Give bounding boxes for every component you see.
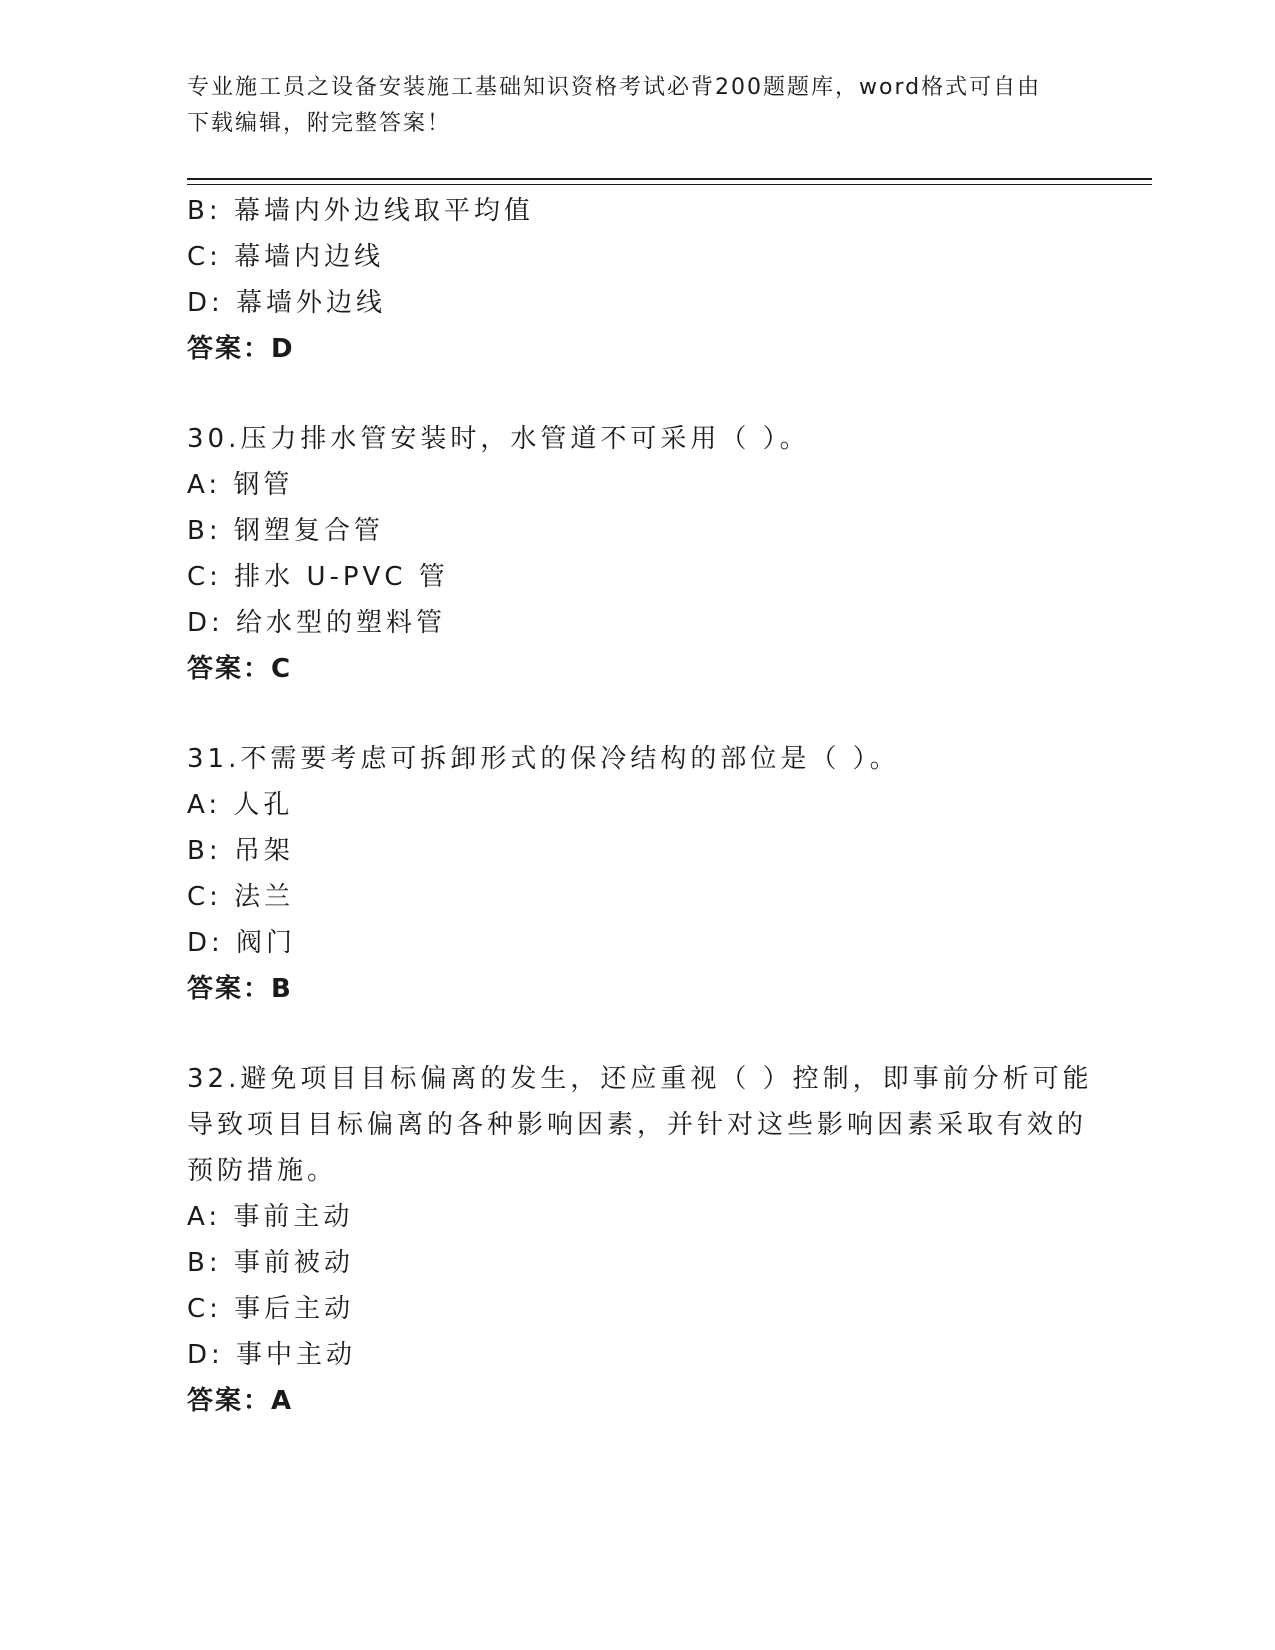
option-b: B: 事前被动 [187, 1248, 354, 1278]
header-divider-thin [187, 184, 1152, 185]
header-line-1: 专业施工员之设备安装施工基础知识资格考试必背200题题库，word格式可自由 [187, 75, 1042, 100]
question-stem-line-3: 预防措施。 [187, 1156, 338, 1186]
option-c: C: 法兰 [187, 882, 295, 912]
option-b: B: 幕墙内外边线取平均值 [187, 196, 534, 226]
option-a: A: 事前主动 [187, 1202, 354, 1232]
option-d: D: 事中主动 [187, 1340, 357, 1370]
answer: 答案：C [187, 654, 293, 684]
option-a: A: 钢管 [187, 470, 294, 500]
answer: 答案：B [187, 974, 293, 1004]
option-c: C: 事后主动 [187, 1294, 355, 1324]
option-d: D: 幕墙外边线 [187, 288, 387, 318]
question-list [187, 188, 1093, 1424]
option-c: C: 幕墙内边线 [187, 242, 385, 272]
question-stem-line-2: 导致项目目标偏离的各种影响因素，并针对这些影响因素采取有效的 [187, 1110, 1088, 1140]
option-d: D: 阀门 [187, 928, 297, 958]
question-stem-line-1: 32.避免项目目标偏离的发生，还应重视（ ）控制，即事前分析可能 [187, 1064, 1093, 1094]
question-29-continued [187, 188, 1067, 372]
option-b: B: 吊架 [187, 836, 294, 866]
option-d: D: 给水型的塑料管 [187, 608, 447, 638]
option-a: A: 人孔 [187, 790, 294, 820]
question-32 [187, 1056, 1093, 1424]
question-stem: 31.不需要考虑可拆卸形式的保冷结构的部位是（ ）。 [187, 744, 900, 774]
answer: 答案：D [187, 334, 295, 364]
header-line-2: 下载编辑，附完整答案！ [187, 111, 452, 136]
option-b: B: 钢塑复合管 [187, 516, 384, 546]
question-30 [187, 416, 1067, 692]
document-header [187, 70, 1067, 142]
question-stem: 30.压力排水管安装时，水管道不可采用（ ）。 [187, 424, 810, 454]
answer: 答案：A [187, 1386, 294, 1416]
question-31 [187, 736, 1067, 1012]
option-c: C: 排水 U-PVC 管 [187, 562, 449, 592]
header-divider [187, 178, 1152, 180]
